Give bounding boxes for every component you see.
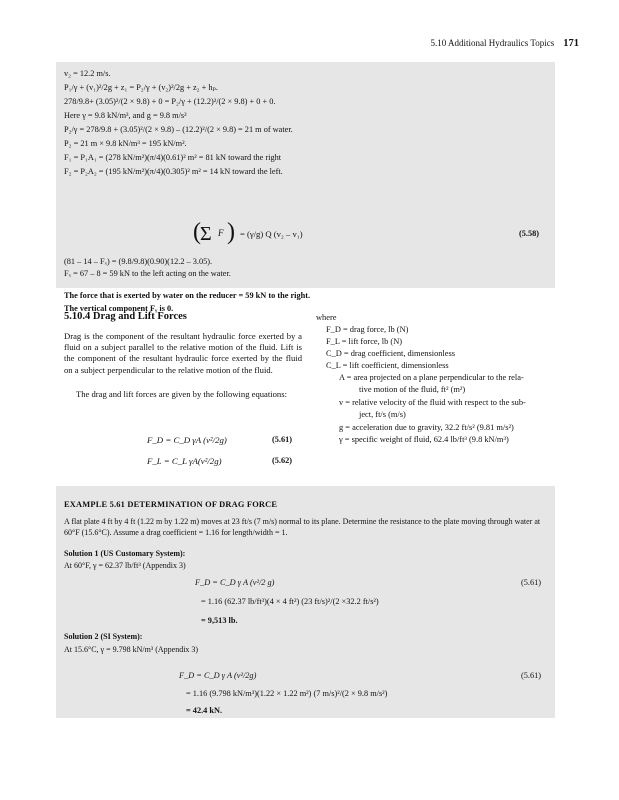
solution-line: P₂ = 21 m × 9.8 kN/m³ = 195 kN/m². (64, 139, 187, 148)
variable-definition: C_L = lift coefficient, dimensionless (326, 361, 449, 370)
answer-line: The force that is exerted by water on the reducer = 59 kN to the right. (64, 291, 311, 300)
running-header (431, 38, 579, 49)
variable-definition: C_D = drag coefficient, dimensionless (326, 349, 456, 358)
variable-definition: v = relative velocity of the fluid with respect to the sub- (339, 398, 526, 407)
section-paragraph: The drag and lift forces are given by the following equations: (76, 389, 287, 399)
variable-definition: tive motion of the fluid, ft² (m²) (359, 385, 466, 394)
page-number: 171 (563, 38, 579, 49)
section-paragraph: Drag is the component of the resultant hydraulic force exerted by a fluid on a subject parallel to the relative motion of the fluid. Lift is the component of the resultant hydraulic force exerted by the fluid on a subject perpendicular to the relative motion of the fluid. (64, 331, 302, 375)
equation-number-5-61: (5.61) (272, 435, 293, 444)
variable-definition: A = area projected on a plane perpendicular to the rela- (339, 373, 524, 382)
solution-line: v₂ = 12.2 m/s. (64, 69, 111, 78)
variable-definition: F_L = lift force, lb (N) (326, 337, 403, 346)
solution-2-result: = 42.4 kN. (186, 706, 223, 715)
solution-1-given: At 60°F, γ = 62.37 lb/ft³ (Appendix 3) (64, 561, 186, 570)
solution-line: Fₓ = 67 – 8 = 59 kN to the left acting on the water. (64, 269, 231, 278)
solution-line: P₂/γ = 278/9.8 + (3.05)²/(2 × 9.8) – (12.2)²/(2 × 9.8) = 21 m of water. (64, 125, 293, 134)
answer-line: The vertical component Fᵧ is 0. (64, 304, 174, 313)
solution-line: P₁/γ + (v₁)²/2g + z₁ = P₂/γ + (v₂)²/2g + z₂ + hₚ. (64, 83, 218, 92)
solution-line: F₂ = P₂A₂ = (195 kN/m²)(π/4)(0.305)² m² = 14 kN toward the left. (64, 167, 283, 176)
section-title: 5.10.4 Drag and Lift Forces (64, 311, 187, 322)
lift-force-equation: F_L = C_L γA(v²/2g) (147, 456, 222, 466)
solution-line: Here γ = 9.8 kN/m³, and g = 9.8 m/s² (64, 111, 187, 120)
equation-number-5-58: (5.58) (519, 229, 540, 238)
variable-definition: g = acceleration due to gravity, 32.2 ft/s² (9.81 m/s²) (339, 423, 514, 432)
example-problem: A flat plate 4 ft by 4 ft (1.22 m by 1.22 m) moves at 23 ft/s (7 m/s) normal to its plane. Determine the resistance to the plate moving through water at 60°F (15.6°C). Assume a drag coefficient = 1.16 for length/width = 1. (64, 517, 541, 537)
solution-line: 278/9.8+ (3.05)²/(2 × 9.8) + 0 = P₂/γ + (12.2)²/(2 × 9.8) + 0 + 0. (64, 97, 276, 106)
solution-1-result: = 9,513 lb. (201, 616, 238, 625)
solution-1-title: Solution 1 (US Customary System): (64, 549, 186, 558)
solution-line: F₁ = P₁A₁ = (278 kN/m²)(π/4)(0.61)² m² = 81 kN toward the right (64, 153, 282, 162)
equation-number-5-62: (5.62) (272, 456, 293, 465)
solution-2-equation-number: (5.61) (521, 671, 542, 680)
solution-1-calculation: = 1.16 (62.37 lb/ft³)(4 × 4 ft²) (23 ft/s)²/(2 ×32.2 ft/s²) (201, 597, 379, 606)
solution-1-equation-number: (5.61) (521, 578, 542, 587)
example-title: EXAMPLE 5.61 DETERMINATION OF DRAG FORCE (64, 500, 278, 509)
drag-force-equation: F_D = C_D γA (v²/2g) (147, 435, 227, 445)
where-label: where (316, 313, 337, 322)
running-title: 5.10 Additional Hydraulics Topics (430, 38, 555, 48)
solution-2-equation: F_D = C_D γ A (v²/2g) (179, 671, 257, 680)
solution-2-title: Solution 2 (SI System): (64, 632, 143, 641)
force-symbol: F (218, 228, 224, 238)
solution-line: (81 – 14 – Fₓ) = (9.8/9.8)(0.90)(12.2 – 3.05). (64, 257, 213, 266)
summation-symbol: Σ (200, 223, 212, 245)
variable-definition: ject, ft/s (m/s) (359, 410, 406, 419)
momentum-equation-body: = (γ/g) Q (v₂ – v₁) (240, 229, 303, 239)
variable-definition: F_D = drag force, lb (N) (326, 325, 409, 334)
variable-definition: γ = specific weight of fluid, 62.4 lb/ft³ (9.8 kN/m³) (339, 435, 509, 444)
solution-2-given: At 15.6°C, γ = 9.798 kN/m³ (Appendix 3) (64, 645, 199, 654)
solution-1-equation: F_D = C_D γ A (v²/2 g) (195, 578, 275, 587)
solution-2-calculation: = 1.16 (9.798 kN/m³)(1.22 × 1.22 m²) (7 m/s)²/(2 × 9.8 m/s²) (186, 689, 388, 698)
